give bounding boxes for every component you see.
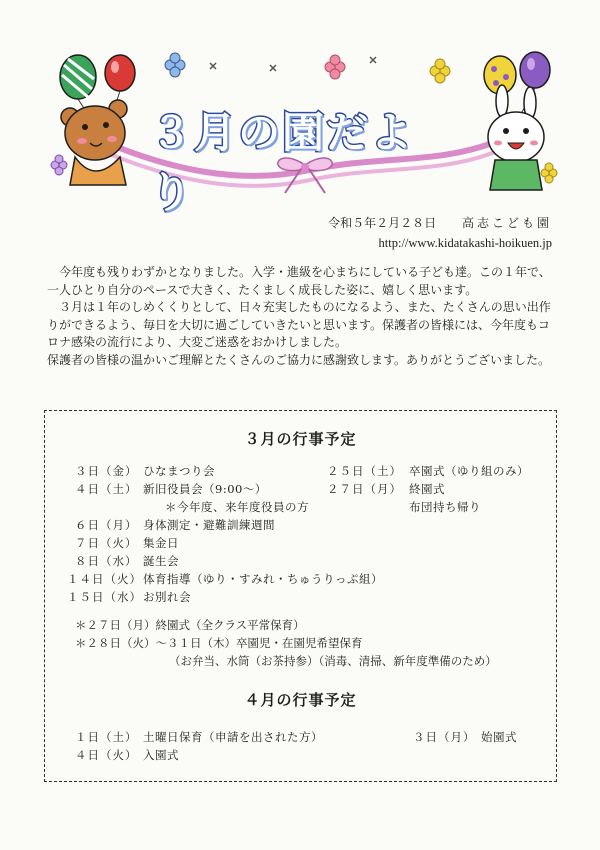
event-row <box>67 589 191 605</box>
intro-paragraph-2: ３月は１年のしめくくりとして、日々充実したものになるよう、また、たくさんの思い出作りができるよう、毎日を大切に過ごしていきたいと思います。保護者の皆様には、今年度もコロナ感染の流行により、大変ご迷惑をおかけしました。 <box>47 300 551 349</box>
schedule-note: ＊２７日（月）終園式（全クラス平常保育） <box>75 618 305 632</box>
event-date: ３日（金） <box>75 464 138 478</box>
event-name: 集金日 <box>143 536 179 550</box>
event-name: 布団持ち帰り <box>409 500 481 514</box>
rabbit-icon <box>488 85 544 190</box>
event-row <box>75 553 179 569</box>
event-date: ４日（火） <box>75 748 138 762</box>
organization-name: 高志こども園 <box>461 216 552 230</box>
event-date: ３日（月） <box>413 730 476 744</box>
intro-paragraph-3: 保護者の皆様の温かいご理解とたくさんのご協力に感謝致します。ありがとうございました。 <box>47 352 551 367</box>
event-name: お別れ会 <box>143 590 191 604</box>
event-date: １４日（火） <box>67 572 142 586</box>
event-date: １５日（水） <box>67 590 142 604</box>
bear-icon <box>61 100 127 185</box>
event-row <box>75 517 275 533</box>
event-name: 体育指導（ゆり・すみれ・ちゅうりっぷ組） <box>143 572 383 586</box>
event-name: ひなまつり会 <box>143 464 215 478</box>
flower-icon <box>541 163 557 183</box>
event-name: 卒園式（ゆり組のみ） <box>409 464 529 478</box>
website-link[interactable]: http://www.kidatakashi-hoikuen.jp <box>378 236 552 250</box>
event-date: ８日（水） <box>75 554 138 568</box>
flower-icon <box>325 55 345 79</box>
event-date: ６日（月） <box>75 518 138 532</box>
event-name: 誕生会 <box>143 554 179 568</box>
event-date: ７日（火） <box>75 536 138 550</box>
event-name: 終園式 <box>409 482 445 496</box>
event-row <box>413 729 517 745</box>
schedule-note: （お弁当、水筒（お茶持参）（消毒、清掃、新年度準備のため） <box>169 654 497 668</box>
schedule-note: ＊２８日（火）～３１日（木）卒園児・在園児希望保育 <box>75 636 363 650</box>
event-row <box>75 747 179 763</box>
issue-date: 令和５年２月２８日 <box>328 216 437 230</box>
april-schedule-title: ４月の行事予定 <box>244 691 357 709</box>
date-line <box>328 213 552 233</box>
event-date: １日（土） <box>75 730 138 744</box>
page-title: ３月の園だより <box>150 108 415 217</box>
event-name: 始園式 <box>481 730 517 744</box>
event-name: 入園式 <box>143 748 179 762</box>
event-name: 新旧役員会（9:00～） <box>143 482 267 496</box>
march-schedule-title: ３月の行事予定 <box>244 430 357 448</box>
event-date: ２７日（月） <box>327 482 402 496</box>
event-date: ２５日（土） <box>327 464 402 478</box>
sparkle-icon <box>210 57 376 71</box>
flower-icon <box>165 53 185 77</box>
event-name: 身体測定・避難訓練週間 <box>143 518 275 532</box>
event-row <box>67 571 383 587</box>
flower-icon <box>51 155 67 175</box>
intro-paragraph-1: 今年度も残りわずかとなりました。入学・進級を心まちにしている子ども達。この１年で、一人ひとり自分のペースで大きく、たくましく成長した姿に、嬉しく思います。 <box>47 265 551 297</box>
newsletter-meta <box>328 213 552 253</box>
event-subnote <box>165 499 309 515</box>
event-row <box>75 729 323 745</box>
schedule-box <box>44 410 557 782</box>
event-row <box>75 481 267 497</box>
event-row <box>327 481 445 497</box>
intro-text <box>47 264 557 369</box>
flower-icon <box>430 59 450 83</box>
event-date: ４日（土） <box>75 482 138 496</box>
event-row <box>75 535 179 551</box>
event-row <box>75 463 215 479</box>
event-name: ＊今年度、来年度役員の方 <box>165 500 309 514</box>
event-subnote <box>409 499 481 515</box>
event-row <box>327 463 529 479</box>
event-name: 土曜日保育（申請を出された方） <box>143 730 323 744</box>
